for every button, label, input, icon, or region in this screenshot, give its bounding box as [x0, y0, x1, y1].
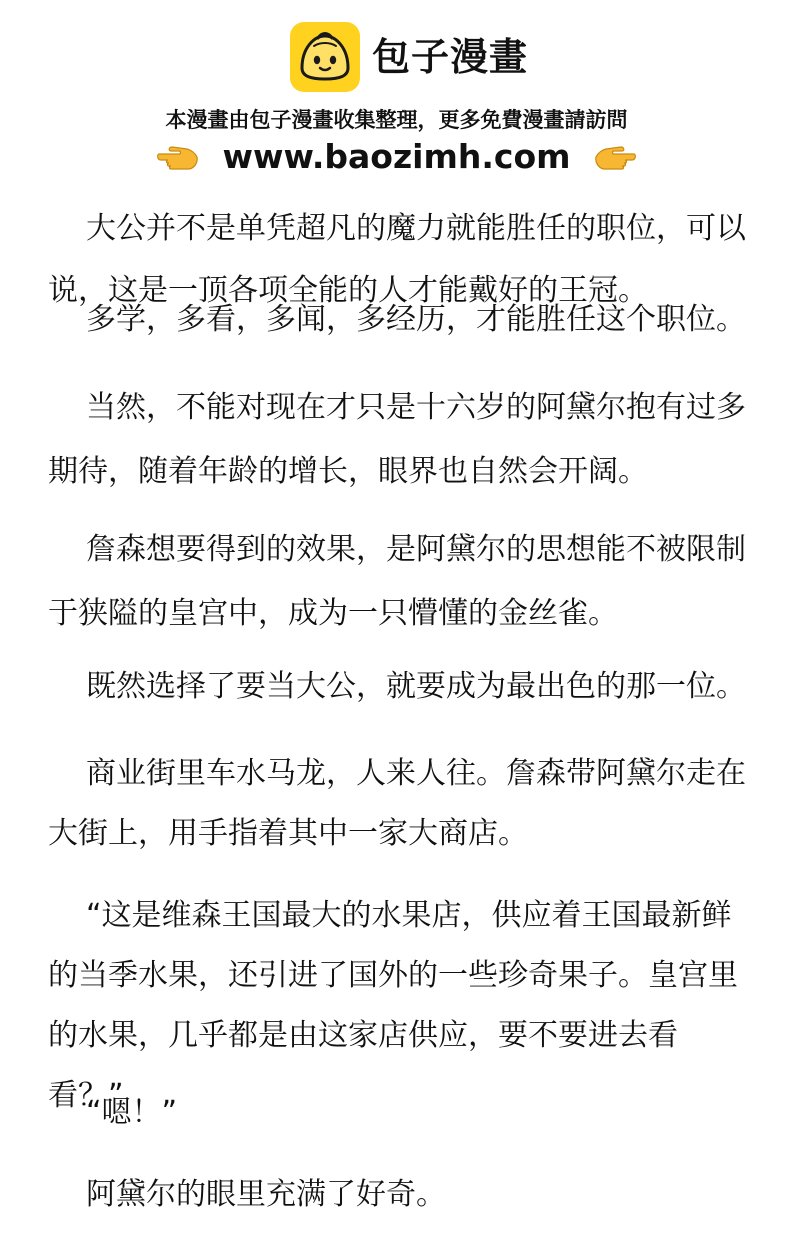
- watermark-notice: 本漫畫由包子漫畫收集整理，更多免費漫畫請訪問: [165, 108, 628, 132]
- paragraph: 大公并不是单凭超凡的魔力就能胜任的职位，可以说，这是一顶各项全能的人才能戴好的王冠。: [48, 211, 746, 308]
- brand-name: 包子漫畫: [372, 35, 529, 79]
- pointing-hand-icon: [592, 142, 636, 172]
- paragraph: 多学，多看，多闻，多经历，才能胜任这个职位。: [86, 302, 746, 337]
- watermark-header: [0, 0, 793, 180]
- paragraph: “这是维森王国最大的水果店，供应着王国最新鲜的当季水果，还引进了国外的一些珍奇果子。皇宫里的水果，几乎都是由这家店供应，要不要进去看看？”: [48, 898, 738, 1113]
- paragraph: 商业街里车水马龙，人来人往。詹森带阿黛尔走在大街上，用手指着其中一家大商店。: [48, 756, 746, 851]
- paragraph: 阿黛尔的眼里充满了好奇。: [86, 1177, 446, 1212]
- site-url-row: [0, 136, 793, 178]
- bun-logo-icon: [290, 22, 360, 92]
- paragraph: 既然选择了要当大公，就要成为最出色的那一位。: [86, 669, 746, 704]
- paragraph: 当然，不能对现在才只是十六岁的阿黛尔抱有过多期待，随着年龄的增长，眼界也自然会开阔。: [48, 390, 746, 489]
- paragraph: 詹森想要得到的效果，是阿黛尔的思想能不被限制于狭隘的皇宫中，成为一只懵懂的金丝雀。: [48, 532, 746, 631]
- site-url-text: www.baozimh.com: [222, 137, 571, 176]
- pointing-hand-icon: [157, 142, 201, 172]
- paragraph: “嗯！”: [86, 1095, 178, 1130]
